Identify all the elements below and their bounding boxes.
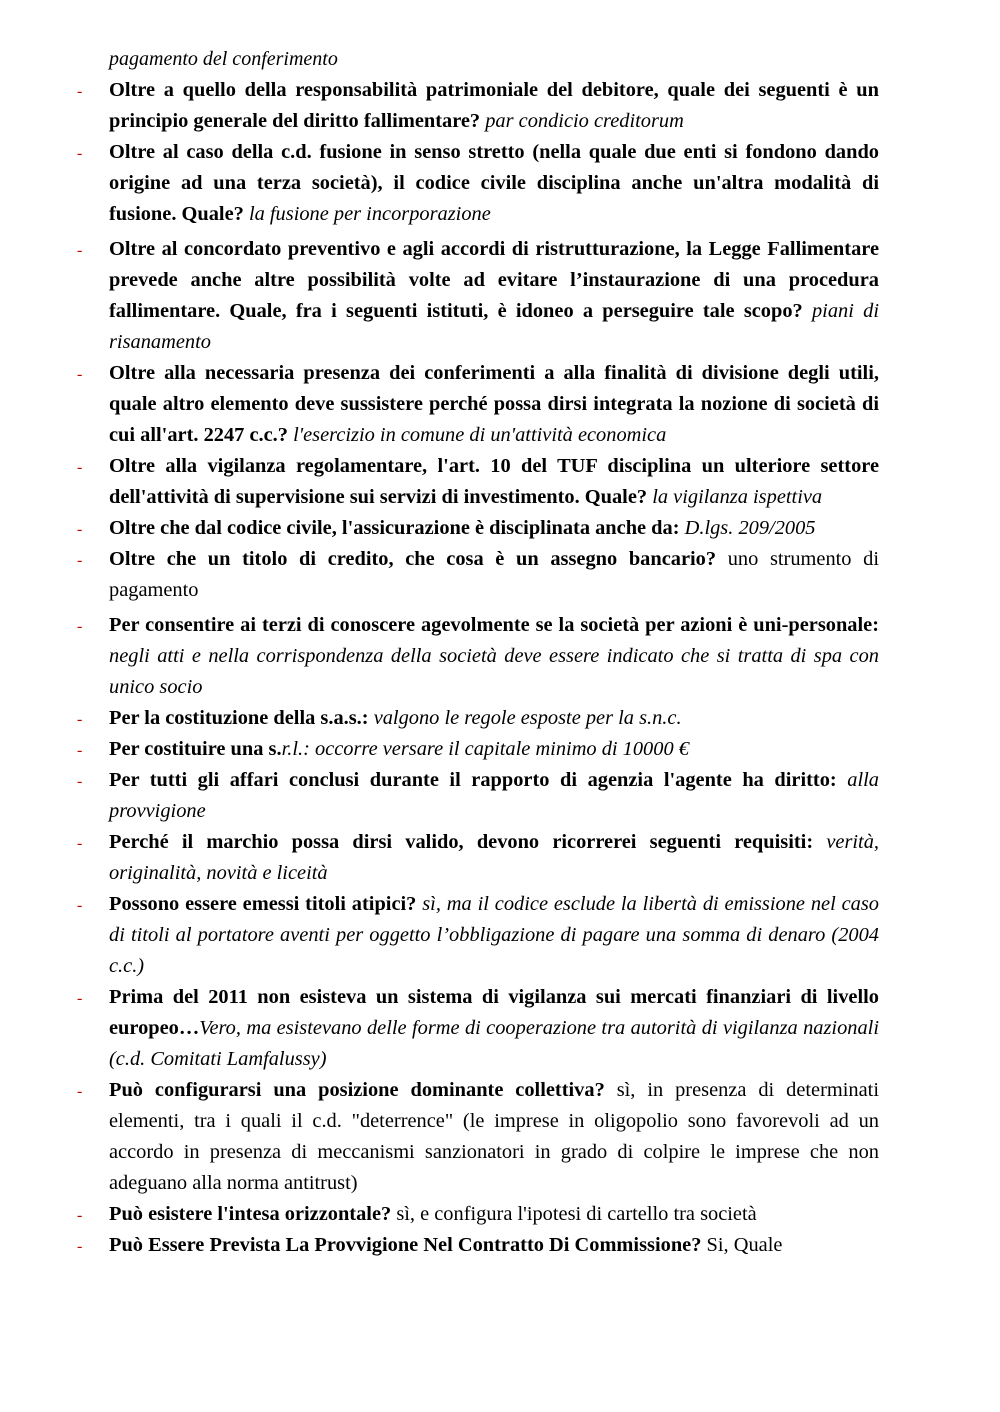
list-item (0, 889, 879, 982)
qa-list (0, 75, 1000, 1261)
answer-text: alla provvigione (109, 769, 879, 822)
carryover-answer: pagamento del conferimento (109, 48, 338, 70)
bullet-dash: - (77, 773, 83, 790)
answer-text: piani di risanamento (109, 300, 879, 353)
answer-text: Vero, ma esistevano delle forme di cooperazione tra autorità di vigilanza nazionali (c.d. Comitati Lamfalussy) (109, 1017, 879, 1070)
list-item (0, 827, 879, 889)
list-item (0, 137, 879, 230)
bullet-dash: - (77, 145, 83, 162)
bullet-dash: - (77, 552, 83, 569)
answer-text: uno strumento di pagamento (109, 548, 880, 601)
answer-text: la fusione per incorporazione (248, 203, 491, 225)
bullet-dash: - (77, 897, 83, 914)
answer-text: valgono le regole esposte per la s.n.c. (373, 707, 682, 729)
answer-text: verità, originalità, novità e liceità (109, 831, 880, 884)
list-item (0, 703, 879, 734)
question-text: Può esistere l'intesa orizzontale? (109, 1203, 392, 1225)
question-text: Oltre alla vigilanza regolamentare, l'art. 10 del TUF disciplina un ulteriore settore dell'attività di supervisione sui servizi di investimento. Quale? (109, 455, 879, 508)
bullet-dash: - (77, 990, 83, 1007)
question-text: Oltre che un titolo di credito, che cosa è un assegno bancario? (109, 548, 717, 570)
bullet-dash: - (77, 1207, 83, 1224)
bullet-dash: - (77, 711, 83, 728)
question-text: Oltre al caso della c.d. fusione in senso stretto (nella quale due enti si fondono dando origine ad una terza società), il codice civile disciplina anche un'altra modalità di fusione. Quale? (109, 141, 879, 225)
answer-text: l'esercizio in comune di un'attività economica (293, 424, 667, 446)
bullet-dash: - (77, 366, 83, 383)
answer-text: la vigilanza ispettiva (652, 486, 823, 508)
question-text: Prima del 2011 non esisteva un sistema di vigilanza sui mercati finanziari di livello europeo… (109, 986, 879, 1039)
answer-text: sì, ma il codice esclude la libertà di emissione nel caso di titoli al portatore aventi per oggetto l’obbligazione di pagare una somma di denaro (2004 c.c.) (109, 893, 879, 977)
answer-text: negli atti e nella corrispondenza della società deve essere indicato che si tratta di spa con unico socio (109, 645, 879, 698)
bullet-dash: - (77, 835, 83, 852)
bullet-dash: - (77, 459, 83, 476)
question-text: Per la costituzione della s.a.s.: (109, 707, 369, 729)
question-text: Può Essere Prevista La Provvigione Nel Contratto Di Commissione? (109, 1234, 702, 1256)
answer-text: par condicio creditorum (485, 110, 684, 132)
question-text: Perché il marchio possa dirsi valido, devono ricorrerei seguenti requisiti: (109, 831, 814, 853)
list-item (0, 1199, 879, 1230)
list-item (0, 982, 879, 1075)
answer-text: Si, Quale (706, 1234, 783, 1256)
list-item (0, 75, 879, 137)
question-text: Per costituire una s. (109, 738, 282, 760)
answer-text: r.l.: occorre versare il capitale minimo di 10000 € (281, 738, 689, 760)
question-text: Può configurarsi una posizione dominante collettiva? (109, 1079, 605, 1101)
question-text: Per tutti gli affari conclusi durante il rapporto di agenzia l'agente ha diritto: (109, 769, 837, 791)
question-text: Oltre che dal codice civile, l'assicurazione è disciplinata anche da: (109, 517, 680, 539)
list-item (0, 1075, 879, 1199)
question-text: Oltre al concordato preventivo e agli accordi di ristrutturazione, la Legge Fallimentare prevede anche altre possibilità volte ad evitare l’instaurazione di una procedura fallimentare. Quale, fra i seguenti istituti, è idoneo a perseguire tale scopo? (109, 238, 879, 322)
question-text: Oltre a quello della responsabilità patrimoniale del debitore, quale dei seguenti è un principio generale del diritto fallimentare? (109, 79, 879, 132)
list-item (0, 1230, 879, 1261)
question-text: Oltre alla necessaria presenza dei conferimenti a alla finalità di divisione degli utili, quale altro elemento deve sussistere perché possa dirsi integrata la nozione di società di cui all'art. 2247 c.c.? (109, 362, 879, 446)
list-item (0, 610, 879, 703)
answer-text: sì, e configura l'ipotesi di cartello tra società (396, 1203, 757, 1225)
bullet-dash: - (77, 83, 83, 100)
bullet-dash: - (77, 1083, 83, 1100)
bullet-dash: - (77, 742, 83, 759)
list-item (0, 451, 879, 513)
list-item (0, 765, 879, 827)
question-text: Possono essere emessi titoli atipici? (109, 893, 417, 915)
list-item (0, 358, 879, 451)
question-text: Per consentire ai terzi di conoscere agevolmente se la società per azioni è uni-personale: (109, 614, 879, 636)
list-item (0, 234, 879, 358)
bullet-dash: - (77, 1238, 83, 1255)
bullet-dash: - (77, 618, 83, 635)
list-item (0, 544, 879, 606)
list-item (0, 734, 879, 765)
bullet-dash: - (77, 242, 83, 259)
answer-text: sì, in presenza di determinati elementi, tra i quali il c.d. "deterrence" (le imprese in oligopolio sono favorevoli ad un accordo in presenza di meccanismi sanzionatori in grado di colpire le imprese che non adeguano alla norma antitrust) (109, 1079, 879, 1194)
answer-text: D.lgs. 209/2005 (684, 517, 816, 539)
list-item (0, 513, 879, 544)
bullet-dash: - (77, 521, 83, 538)
